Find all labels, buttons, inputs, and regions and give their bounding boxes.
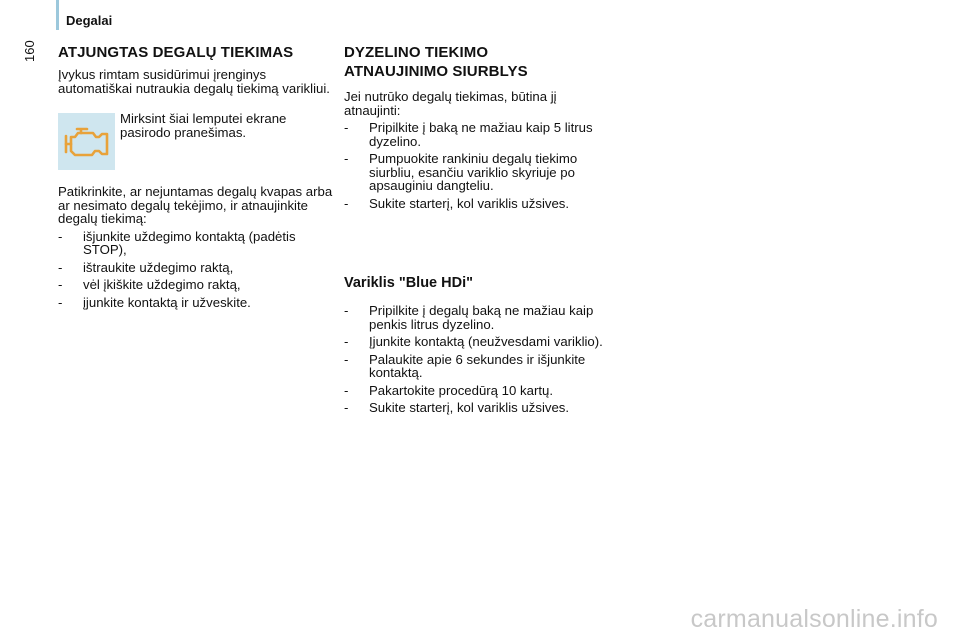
page-number: 160 bbox=[22, 40, 37, 62]
list-item: - Pumpuokite rankiniu degalų tiekimo siurbliu, esančiu variklio skyriuje po apsauginiu dangteliu. bbox=[344, 152, 624, 193]
fuel-cutoff-intro: Įvykus rimtam susidūrimui įrenginys automatiškai nutraukia degalų tiekimą varikliui. bbox=[58, 67, 330, 96]
watermark: carmanualsonline.info bbox=[690, 605, 938, 633]
restart-steps-list bbox=[58, 230, 333, 310]
list-item: - įjunkite kontaktą ir užveskite. bbox=[58, 296, 333, 310]
list-item: - vėl įkiškite uždegimo raktą, bbox=[58, 278, 333, 292]
list-item: - Palaukite apie 6 sekundes ir išjunkite kontaktą. bbox=[344, 353, 619, 380]
bluehdi-subtitle: Variklis "Blue HDi" bbox=[344, 275, 473, 291]
chapter-accent-bar bbox=[56, 0, 59, 30]
diesel-priming-intro: Jei nutrūko degalų tiekimas, būtina jį atnaujinti: bbox=[344, 89, 557, 118]
list-item: - Pripilkite į degalų baką ne mažiau kaip penkis litrus dyzelino. bbox=[344, 304, 619, 331]
warning-light-block bbox=[58, 112, 333, 174]
engine-warning-icon bbox=[58, 113, 115, 170]
list-item: - Sukite starterį, kol variklis užsives. bbox=[344, 401, 619, 415]
warning-light-text: Mirksint šiai lemputei ekrane pasirodo pranešimas. bbox=[120, 111, 287, 140]
list-item: - Įjunkite kontaktą (neužvesdami variklio). bbox=[344, 335, 619, 349]
fuel-check-text: Patikrinkite, ar nejuntamas degalų kvapas arba ar nesimato degalų tekėjimo, ir atnaujinkite degalų tiekimą: bbox=[58, 184, 333, 226]
fuel-cutoff-title: ATJUNGTAS DEGALŲ TIEKIMAS bbox=[58, 44, 294, 61]
diesel-priming-title: DYZELINO TIEKIMO ATNAUJINIMO SIURBLYS bbox=[344, 44, 528, 80]
engine-warning-icon-graphic bbox=[62, 122, 112, 162]
list-item: - Sukite starterį, kol variklis užsives. bbox=[344, 197, 624, 211]
list-item: - Pakartokite procedūrą 10 kartų. bbox=[344, 384, 619, 398]
list-item: - ištraukite uždegimo raktą, bbox=[58, 261, 333, 275]
chapter-title: Degalai bbox=[66, 13, 113, 28]
list-item: - išjunkite uždegimo kontaktą (padėtis STOP), bbox=[58, 230, 333, 257]
diesel-priming-section bbox=[344, 43, 624, 415]
priming-steps-list bbox=[344, 121, 624, 210]
fuel-cutoff-section bbox=[58, 43, 333, 309]
bluehdi-steps-list bbox=[344, 304, 619, 415]
list-item: - Pripilkite į baką ne mažiau kaip 5 litrus dyzelino. bbox=[344, 121, 624, 148]
